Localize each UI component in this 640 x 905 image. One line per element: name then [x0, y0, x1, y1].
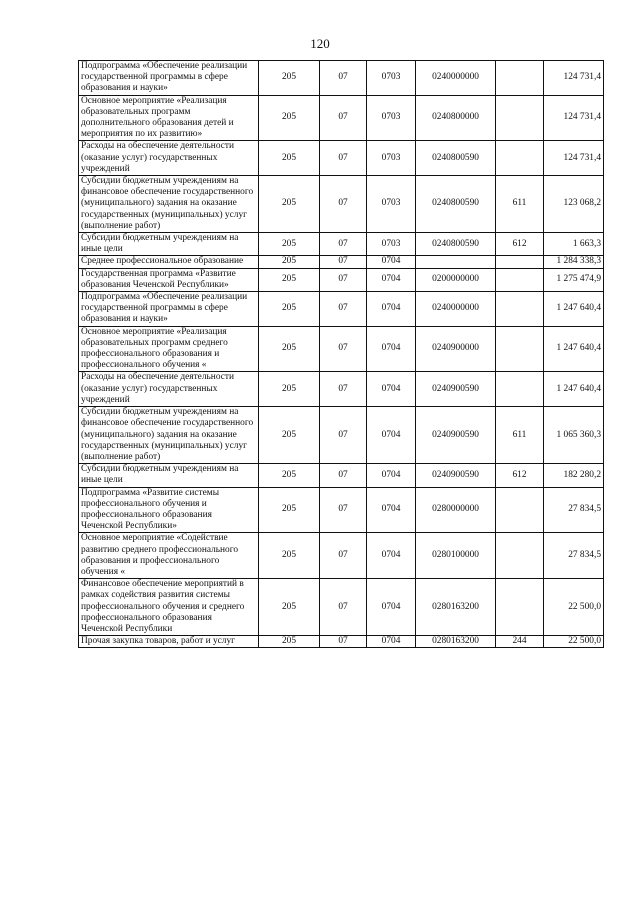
cell-expense-type: [496, 141, 544, 176]
cell-expense-type: [496, 487, 544, 533]
table-row: [79, 141, 604, 176]
cell-target-article: 0240900590: [416, 407, 496, 464]
cell-subsection: 0704: [367, 292, 416, 327]
cell-subsection: 0704: [367, 407, 416, 464]
table-row: [79, 95, 604, 141]
cell-expense-type: [496, 256, 544, 268]
cell-amount: 1 284 338,3: [544, 256, 604, 268]
cell-amount: 1 275 474,9: [544, 268, 604, 291]
cell-grbs: 205: [259, 533, 320, 579]
cell-name: Субсидии бюджетным учреждениям на иные цели: [79, 464, 259, 487]
cell-expense-type: [496, 533, 544, 579]
cell-target-article: 0240900590: [416, 464, 496, 487]
cell-amount: 124 731,4: [544, 61, 604, 96]
cell-expense-type: [496, 61, 544, 96]
cell-section: 07: [320, 372, 367, 407]
cell-target-article: 0200000000: [416, 268, 496, 291]
table-row: [79, 256, 604, 268]
cell-amount: 123 068,2: [544, 176, 604, 233]
cell-name: Подпрограмма «Обеспечение реализации государственной программы в сфере образования и науки»: [79, 61, 259, 96]
cell-expense-type: 611: [496, 407, 544, 464]
cell-section: 07: [320, 636, 367, 648]
cell-expense-type: 612: [496, 464, 544, 487]
cell-grbs: 205: [259, 268, 320, 291]
cell-subsection: 0704: [367, 533, 416, 579]
cell-section: 07: [320, 61, 367, 96]
table-row: [79, 268, 604, 291]
table-row: [79, 464, 604, 487]
cell-target-article: 0280100000: [416, 533, 496, 579]
cell-section: 07: [320, 464, 367, 487]
table-row: [79, 636, 604, 648]
cell-subsection: 0704: [367, 372, 416, 407]
cell-target-article: 0240900000: [416, 326, 496, 372]
table-row: [79, 533, 604, 579]
cell-grbs: 205: [259, 141, 320, 176]
cell-name: Подпрограмма «Развитие системы профессионального обучения и профессионального образования Чеченской Республики»: [79, 487, 259, 533]
cell-target-article: 0240000000: [416, 61, 496, 96]
cell-amount: 182 280,2: [544, 464, 604, 487]
cell-grbs: 205: [259, 407, 320, 464]
cell-target-article: 0280000000: [416, 487, 496, 533]
cell-amount: 27 834,5: [544, 533, 604, 579]
cell-name: Подпрограмма «Обеспечение реализации государственной программы в сфере образования и науки»: [79, 292, 259, 327]
cell-name: Прочая закупка товаров, работ и услуг: [79, 636, 259, 648]
cell-target-article: 0240800590: [416, 233, 496, 256]
cell-grbs: 205: [259, 487, 320, 533]
cell-section: 07: [320, 407, 367, 464]
cell-section: 07: [320, 292, 367, 327]
cell-grbs: 205: [259, 372, 320, 407]
cell-grbs: 205: [259, 464, 320, 487]
cell-subsection: 0703: [367, 176, 416, 233]
cell-section: 07: [320, 233, 367, 256]
cell-subsection: 0703: [367, 233, 416, 256]
cell-subsection: 0703: [367, 61, 416, 96]
cell-grbs: 205: [259, 233, 320, 256]
budget-table: [78, 60, 604, 648]
cell-amount: 124 731,4: [544, 141, 604, 176]
cell-name: Субсидии бюджетным учреждениям на финансовое обеспечение государственного (муниципального) задания на оказание государственных (муниципальных) услуг (выполнение работ): [79, 176, 259, 233]
cell-amount: 1 247 640,4: [544, 292, 604, 327]
cell-amount: 1 247 640,4: [544, 372, 604, 407]
cell-subsection: 0703: [367, 95, 416, 141]
cell-section: 07: [320, 176, 367, 233]
cell-grbs: 205: [259, 95, 320, 141]
cell-section: 07: [320, 95, 367, 141]
cell-name: Основное мероприятие «Реализация образовательных программ среднего профессионального образования и профессионального обучения «: [79, 326, 259, 372]
cell-target-article: 0240800590: [416, 176, 496, 233]
cell-expense-type: 612: [496, 233, 544, 256]
table-row: [79, 372, 604, 407]
cell-amount: 1 247 640,4: [544, 326, 604, 372]
table-row: [79, 487, 604, 533]
cell-name: Субсидии бюджетным учреждениям на иные цели: [79, 233, 259, 256]
cell-subsection: 0704: [367, 579, 416, 636]
cell-grbs: 205: [259, 292, 320, 327]
table-row: [79, 292, 604, 327]
cell-target-article: 0280163200: [416, 579, 496, 636]
table-row: [79, 61, 604, 96]
cell-section: 07: [320, 268, 367, 291]
cell-name: Финансовое обеспечение мероприятий в рамках содействия развития системы профессионального обучения и среднего профессионального образования Чеченской Республики: [79, 579, 259, 636]
cell-name: Основное мероприятие «Содействие развитию среднего профессионального образования и профессионального обучения «: [79, 533, 259, 579]
cell-amount: 124 731,4: [544, 95, 604, 141]
table-row: [79, 407, 604, 464]
cell-section: 07: [320, 256, 367, 268]
cell-expense-type: [496, 268, 544, 291]
cell-amount: 1 663,3: [544, 233, 604, 256]
cell-grbs: 205: [259, 579, 320, 636]
cell-name: Среднее профессиональное образование: [79, 256, 259, 268]
page-number: 120: [310, 36, 330, 51]
cell-target-article: [416, 256, 496, 268]
cell-expense-type: [496, 372, 544, 407]
cell-name: Расходы на обеспечение деятельности (оказание услуг) государственных учреждений: [79, 372, 259, 407]
cell-target-article: 0240000000: [416, 292, 496, 327]
cell-name: Расходы на обеспечение деятельности (оказание услуг) государственных учреждений: [79, 141, 259, 176]
cell-amount: 27 834,5: [544, 487, 604, 533]
cell-target-article: 0240800000: [416, 95, 496, 141]
cell-section: 07: [320, 141, 367, 176]
cell-expense-type: [496, 95, 544, 141]
table-row: [79, 326, 604, 372]
cell-subsection: 0704: [367, 326, 416, 372]
cell-grbs: 205: [259, 61, 320, 96]
cell-section: 07: [320, 487, 367, 533]
cell-expense-type: 244: [496, 636, 544, 648]
cell-section: 07: [320, 579, 367, 636]
cell-grbs: 205: [259, 256, 320, 268]
table-row: [79, 176, 604, 233]
cell-amount: 22 500,0: [544, 579, 604, 636]
cell-subsection: 0704: [367, 636, 416, 648]
cell-subsection: 0704: [367, 268, 416, 291]
cell-section: 07: [320, 533, 367, 579]
cell-target-article: 0240800590: [416, 141, 496, 176]
cell-expense-type: 611: [496, 176, 544, 233]
table-row: [79, 579, 604, 636]
cell-target-article: 0240900590: [416, 372, 496, 407]
cell-name: Государственная программа «Развитие образования Чеченской Республики»: [79, 268, 259, 291]
cell-subsection: 0704: [367, 256, 416, 268]
cell-amount: 22 500,0: [544, 636, 604, 648]
cell-grbs: 205: [259, 636, 320, 648]
cell-expense-type: [496, 326, 544, 372]
cell-subsection: 0704: [367, 487, 416, 533]
cell-grbs: 205: [259, 176, 320, 233]
cell-name: Основное мероприятие «Реализация образовательных программ дополнительного образования детей и мероприятия по их развитию»: [79, 95, 259, 141]
table-row: [79, 233, 604, 256]
table-body: [79, 61, 604, 648]
cell-section: 07: [320, 326, 367, 372]
cell-subsection: 0704: [367, 464, 416, 487]
cell-expense-type: [496, 292, 544, 327]
cell-expense-type: [496, 579, 544, 636]
cell-name: Субсидии бюджетным учреждениям на финансовое обеспечение государственного (муниципального) задания на оказание государственных (муниципальных) услуг (выполнение работ): [79, 407, 259, 464]
cell-target-article: 0280163200: [416, 636, 496, 648]
cell-amount: 1 065 360,3: [544, 407, 604, 464]
cell-subsection: 0703: [367, 141, 416, 176]
cell-grbs: 205: [259, 326, 320, 372]
